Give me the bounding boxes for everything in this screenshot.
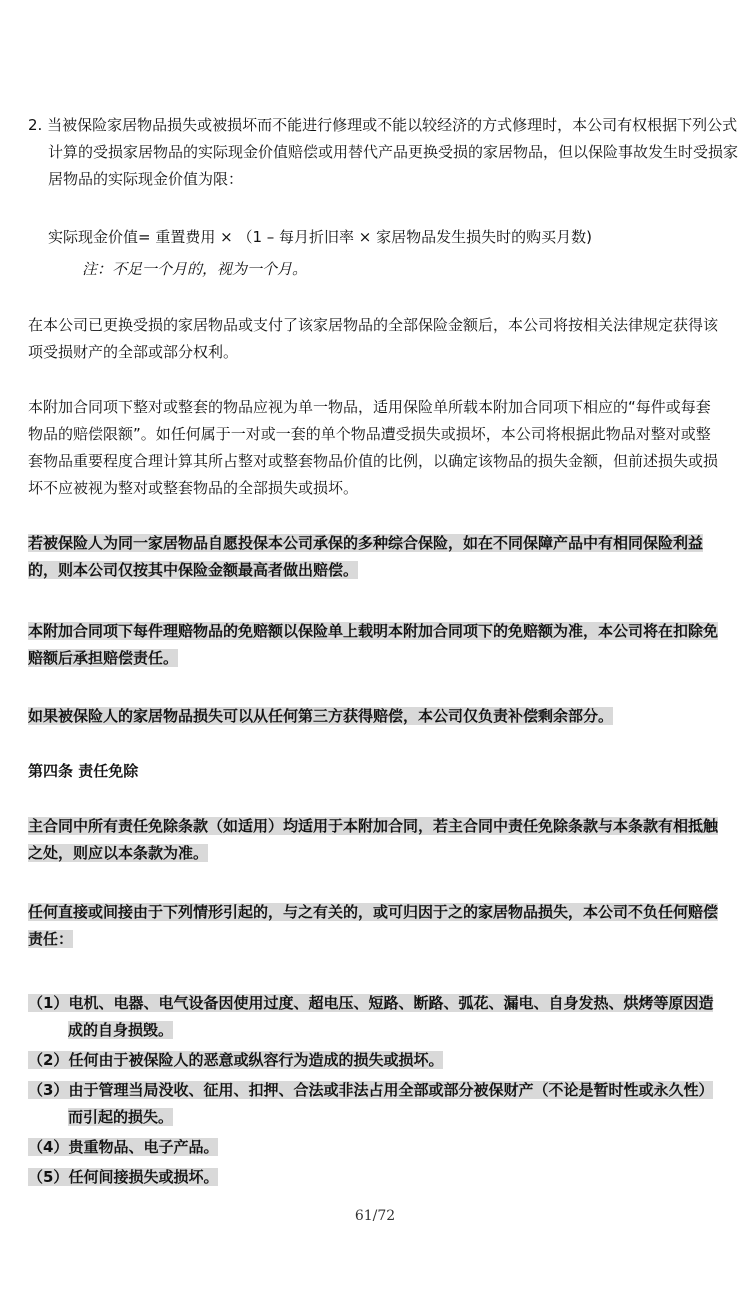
para-deductible-text: 本附加合同项下每件理赔物品的免赔额以保险单上载明本附加合同项下的免赔额为准，本公司将在扣除免赔额后承担赔偿责任。: [28, 622, 719, 667]
list-item-number: （5）: [28, 1168, 69, 1186]
formula-note: 注：不足一个月的，视为一个月。: [82, 260, 308, 278]
formula: 实际现金价值= 重置费用 × （1 – 每月折旧率 × 家居物品发生损失时的购买月数): [48, 228, 592, 246]
exclusion-list: [28, 990, 728, 1194]
list-item-number: （2）: [28, 1051, 69, 1069]
para-exclusion-main-text: 主合同中所有责任免除条款（如适用）均适用于本附加合同，若主合同中责任免除条款与本条款有相抵触之处，则应以本条款为准。: [28, 817, 719, 862]
para-third-party-text: 如果被保险人的家居物品损失可以从任何第三方获得赔偿，本公司仅负责补偿剩余部分。: [28, 707, 614, 725]
list-item-number: （4）: [28, 1138, 69, 1156]
page-number: 61/72: [354, 1208, 396, 1224]
para-multiple-insurance-text: 若被保险人为同一家居物品自愿投保本公司承保的多种综合保险，如在不同保障产品中有相同保险利益的，则本公司仅按其中保险金额最高者做出赔偿。: [28, 534, 704, 579]
list-item-text: 贵重物品、电子产品。: [68, 1138, 219, 1156]
para-exclusion-intro: [28, 899, 724, 953]
list-item-text: 由于管理当局没收、征用、扣押、合法或非法占用全部或部分被保财产（不论是暂时性或永久性）而引起的损失。: [68, 1081, 714, 1126]
list-item: [28, 1047, 728, 1074]
list-item: [28, 990, 728, 1044]
list-item: [28, 1164, 728, 1191]
para-rights: 在本公司已更换受损的家居物品或支付了该家居物品的全部保险金额后，本公司将按相关法律规定获得该项受损财产的全部或部分权利。: [28, 316, 719, 361]
clause-2-number: 2.: [28, 116, 43, 134]
para-exclusion-main: [28, 813, 724, 867]
para-multiple-insurance: [28, 530, 724, 584]
list-item-text: 电机、电器、电气设备因使用过度、超电压、短路、断路、弧花、漏电、自身发热、烘烤等原因造成的自身损毁。: [68, 994, 714, 1039]
clause-2-text: 当被保险家居物品损失或被损坏而不能进行修理或不能以较经济的方式修理时，本公司有权根据下列公式计算的受损家居物品的实际现金价值赔偿或用替代产品更换受损的家居物品，但以保险事故发生时受损家居物品的实际现金价值为限：: [47, 116, 739, 188]
list-item-text: 任何由于被保险人的恶意或纵容行为造成的损失或损坏。: [68, 1051, 444, 1069]
list-item-number: （3）: [28, 1081, 69, 1099]
list-item: [28, 1077, 728, 1131]
list-item-text: 任何间接损失或损坏。: [68, 1168, 219, 1186]
para-set-items: 本附加合同项下整对或整套的物品应视为单一物品，适用保险单所载本附加合同项下相应的“每件或每套物品的赔偿限额”。如任何属于一对或一套的单个物品遭受损失或损坏，本公司将根据此物品对整对或整套物品重要程度合理计算其所占整对或整套物品价值的比例，以确定该物品的损失金额，但前述损失或损坏不应被视为整对或整套物品的全部损失或损坏。: [28, 398, 719, 497]
list-item: [28, 1134, 728, 1161]
para-third-party: [28, 703, 724, 730]
section-title: 第四条 责任免除: [28, 762, 139, 780]
para-deductible: [28, 618, 724, 672]
clause-2: [28, 112, 744, 193]
list-item-number: （1）: [28, 994, 69, 1012]
para-exclusion-intro-text: 任何直接或间接由于下列情形引起的，与之有关的，或可归因于之的家居物品损失，本公司不负任何赔偿责任：: [28, 903, 719, 948]
